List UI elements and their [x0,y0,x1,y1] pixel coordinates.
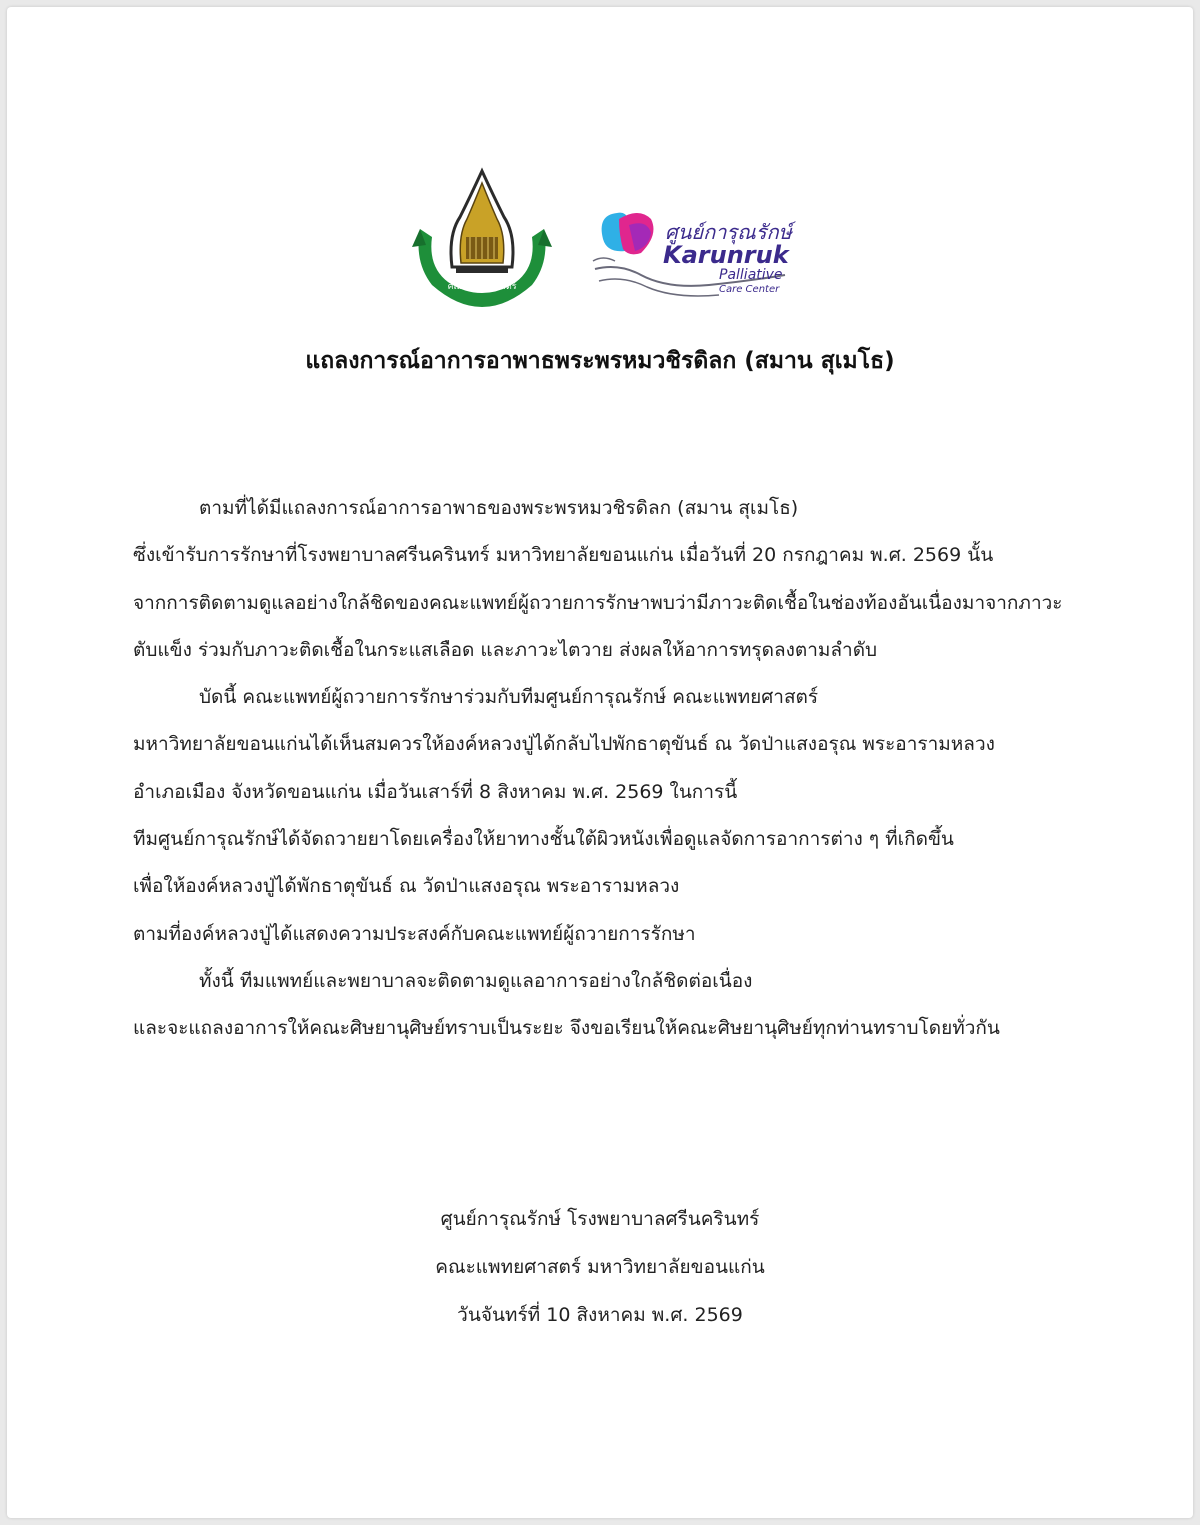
body-line: จากการติดตามดูแลอย่างใกล้ชิดของคณะแพทย์ผู้ถวายการรักษาพบว่ามีภาวะติดเชื้อในช่องท้องอันเนื่องมาจากภาวะ [133,591,1063,614]
body-line: อำเภอเมือง จังหวัดขอนแก่น เมื่อวันเสาร์ที่ 8 สิงหาคม พ.ศ. 2569 ในการนี้ [133,780,738,803]
faculty-seal-text: คณะแพทยศาสตร์ [447,282,517,292]
body-line: บัดนี้ คณะแพทย์ผู้ถวายการรักษาร่วมกับทีมศูนย์การุณรักษ์ คณะแพทยศาสตร์ [199,686,819,709]
body-line: ทั้งนี้ ทีมแพทย์และพยาบาลจะติดตามดูแลอาการอย่างใกล้ชิดต่อเนื่อง [199,969,753,992]
body-line: ซึ่งเข้ารับการรักษาที่โรงพยาบาลศรีนครินทร์ มหาวิทยาลัยขอนแก่น เมื่อวันที่ 20 กรกฎาคม พ.ศ. 2569 นั้น [133,544,994,567]
karunruk-name: Karunruk [663,241,789,269]
document-page [7,7,1193,1518]
signature-organization: ศูนย์การุณรักษ์ โรงพยาบาลศรีนครินทร์ [440,1208,760,1230]
signature-block [7,1195,1193,1339]
body-line: ตับแข็ง ร่วมกับภาวะติดเชื้อในกระแสเลือด และภาวะไตวาย ส่งผลให้อาการทรุดลงตามลำดับ [133,638,878,661]
announcement-body [133,485,1073,1053]
signature-faculty: คณะแพทยศาสตร์ มหาวิทยาลัยขอนแก่น [435,1256,765,1278]
karunruk-thai-name: ศูนย์การุณรักษ์ [665,220,792,244]
header-logos [7,167,1193,317]
body-line: ทีมศูนย์การุณรักษ์ได้จัดถวายยาโดยเครื่องให้ยาทางชั้นใต้ผิวหนังเพื่อดูแลจัดการอาการต่าง ๆ ที่เกิดขึ้น [133,828,954,851]
karunruk-subtitle-2: Care Center [719,284,780,295]
announcement-title: แถลงการณ์อาการอาพาธพระพรหมวชิรดิลก (สมาน สุเมโธ) [305,348,895,374]
karunruk-logo [589,205,799,310]
karunruk-subtitle-1: Palliative [719,267,783,283]
faculty-of-medicine-logo [412,167,552,312]
body-line: มหาวิทยาลัยขอนแก่นได้เห็นสมควรให้องค์หลวงปู่ได้กลับไปพักธาตุขันธ์ ณ วัดป่าแสงอรุณ พระอารามหลวง [133,733,995,756]
body-line: ตามที่องค์หลวงปู่ได้แสดงความประสงค์กับคณะแพทย์ผู้ถวายการรักษา [133,922,696,945]
signature-date: วันจันทร์ที่ 10 สิงหาคม พ.ศ. 2569 [457,1304,743,1326]
body-line: และจะแถลงอาการให้คณะศิษยานุศิษย์ทราบเป็นระยะ จึงขอเรียนให้คณะศิษยานุศิษย์ทุกท่านทราบโดยทั่วกัน [133,1017,1000,1040]
body-line: เพื่อให้องค์หลวงปู่ได้พักธาตุขันธ์ ณ วัดป่าแสงอรุณ พระอารามหลวง [133,875,680,898]
body-line: ตามที่ได้มีแถลงการณ์อาการอาพาธของพระพรหมวชิรดิลก (สมาน สุเมโธ) [199,497,799,519]
